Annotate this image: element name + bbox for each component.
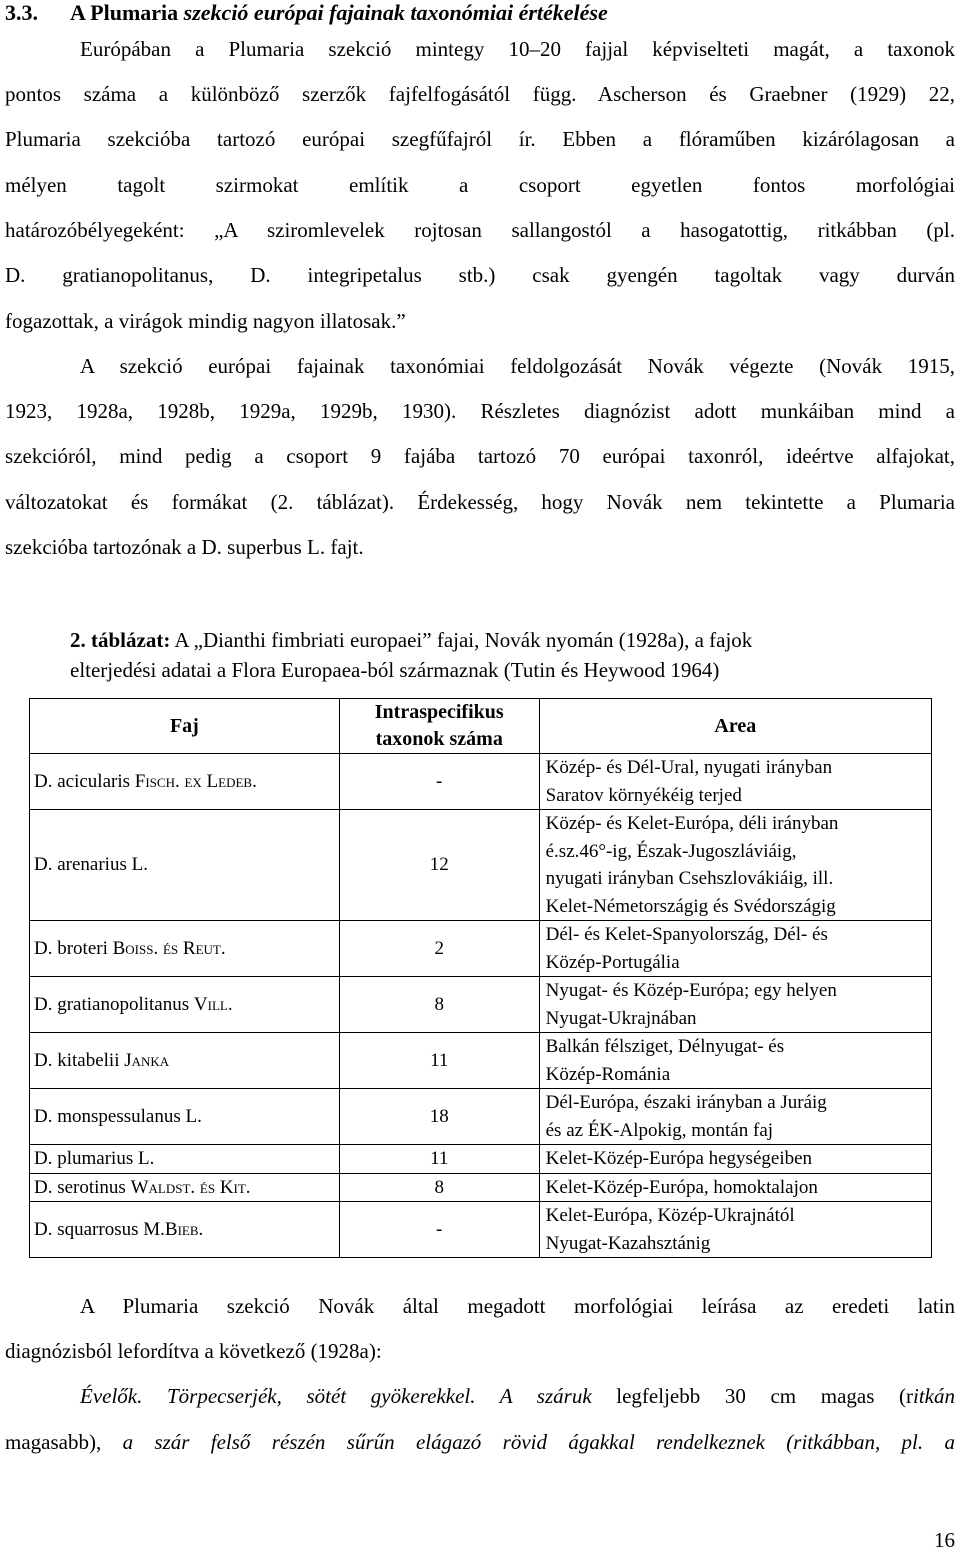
count-cell: 8 <box>339 977 539 1033</box>
section-number: 3.3. <box>5 0 38 25</box>
area-cell <box>539 1145 931 1174</box>
header-count <box>339 699 539 754</box>
table-caption-text-1: A „Dianthi fimbriati europaei” fajai, Novák nyomán (1928a), a fajok <box>170 628 753 652</box>
species-author: Janka <box>124 1049 170 1071</box>
species-name: D. serotinus <box>34 1176 131 1198</box>
header-count-line-1: Intraspecifikus <box>374 701 504 723</box>
table-row <box>30 1202 932 1258</box>
paragraph-1-line-6: D. gratianopolitanus, D. integripetalus stb.) csak gyengén tagoltak vagy durván <box>5 263 955 287</box>
area-line: Dél-Európa, északi irányban a Juráig <box>545 1092 827 1113</box>
area-line: Közép- és Dél-Ural, nyugati irányban <box>545 757 833 778</box>
paragraph-2-line-1: A szekció európai fajainak taxonómiai feldolgozását Novák végezte (Novák 1915, <box>80 354 955 378</box>
area-cell <box>539 1202 931 1258</box>
section-title-part-1: A Plumaria <box>70 0 184 25</box>
species-author: Vill. <box>193 993 233 1015</box>
description-plain-2: magasabb), <box>5 1430 123 1454</box>
count-cell: 2 <box>339 921 539 977</box>
count-cell: 18 <box>339 1089 539 1145</box>
area-line: Balkán félsziget, Délnyugat- és <box>545 1036 785 1057</box>
area-line: Kelet-Németországig és Svédországig <box>545 895 836 917</box>
species-name: D. acicularis <box>34 770 135 792</box>
area-line: Kelet-Közép-Európa hegységeiben <box>545 1148 813 1169</box>
area-line: é.sz.46°-ig, Észak-Jugoszláviáig, <box>545 840 797 862</box>
area-line: Nyugat-Kazahsztánig <box>545 1232 711 1254</box>
table-row <box>30 810 932 921</box>
area-line: Dél- és Kelet-Spanyolország, Dél- és <box>545 924 828 945</box>
description-plain-1: legfeljebb 30 cm magas (r <box>591 1384 913 1408</box>
area-line: Közép- és Kelet-Európa, déli irányban <box>545 813 839 834</box>
paragraph-2-line-3: szekcióról, mind pedig a csoport 9 fajába tartozó 70 európai taxonról, ideértve alfajokat, <box>5 444 955 468</box>
species-name: D. squarrosus <box>34 1218 144 1240</box>
species-cell <box>30 1145 340 1174</box>
area-cell <box>539 1033 931 1089</box>
species-cell <box>30 810 340 921</box>
count-cell: 8 <box>339 1173 539 1202</box>
header-count-line-2: taxonok száma <box>375 728 503 750</box>
table-row <box>30 1173 932 1202</box>
table-header-row <box>30 699 932 754</box>
species-table <box>29 698 932 1258</box>
paragraph-2-line-5: szekcióba tartozónak a D. superbus L. fajt. <box>5 535 364 559</box>
species-name: D. arenarius L. <box>34 854 148 876</box>
paragraph-1-line-3: Plumaria szekcióba tartozó európai szegfűfajról ír. Ebben a flóraműben kizárólagosan a <box>5 127 955 151</box>
paragraph-3-line-2: diagnózisból lefordítva a következő (1928a): <box>5 1339 382 1363</box>
header-area: Area <box>539 699 931 754</box>
count-cell: 11 <box>339 1145 539 1174</box>
table-row <box>30 1089 932 1145</box>
section-heading <box>5 0 608 26</box>
area-cell <box>539 810 931 921</box>
area-line: Kelet-Közép-Európa, homoktalajon <box>545 1176 818 1198</box>
header-species: Faj <box>30 699 340 754</box>
species-cell <box>30 754 340 810</box>
description-italic-1: Évelők. Törpecserjék, sötét gyökerekkel. A száruk <box>80 1384 592 1408</box>
area-cell <box>539 754 931 810</box>
species-cell <box>30 1173 340 1202</box>
description-italic-2: itkán <box>913 1384 955 1408</box>
paragraph-2-line-2: 1923, 1928a, 1928b, 1929a, 1929b, 1930). Részletes diagnózist adott munkáiban mind a <box>5 399 955 423</box>
paragraph-4-line-2 <box>5 1429 955 1455</box>
area-line: nyugati irányban Csehszlovákiáig, ill. <box>545 868 834 889</box>
species-name: D. monspessulanus L. <box>34 1105 202 1127</box>
species-author: M.Bieb. <box>143 1218 204 1240</box>
area-cell <box>539 921 931 977</box>
species-cell <box>30 1089 340 1145</box>
area-line: Saratov környékéig terjed <box>545 784 742 806</box>
table-row <box>30 977 932 1033</box>
section-title-part-2: szekció európai fajainak taxonómiai értékelése <box>183 0 608 25</box>
species-cell <box>30 921 340 977</box>
paragraph-1-line-1: Európában a Plumaria szekció mintegy 10–20 fajjal képviselteti magát, a taxonok <box>80 37 955 61</box>
page-number: 16 <box>934 1528 955 1552</box>
area-cell <box>539 1173 931 1202</box>
species-cell <box>30 1033 340 1089</box>
species-author: Fisch. ex Ledeb. <box>134 770 257 792</box>
table-caption-line-1 <box>70 625 890 655</box>
area-line: és az ÉK-Alpokig, montán faj <box>545 1119 774 1141</box>
table-row <box>30 1145 932 1174</box>
species-cell <box>30 1202 340 1258</box>
area-line: Nyugat-Ukrajnában <box>545 1007 697 1029</box>
paragraph-1-line-7: fogazottak, a virágok mindig nagyon illatosak.” <box>5 309 406 333</box>
table-caption-line-2: elterjedési adatai a Flora Europaea-ból származnak (Tutin és Heywood 1964) <box>70 658 720 682</box>
area-cell <box>539 1089 931 1145</box>
species-cell <box>30 977 340 1033</box>
paragraph-1-line-2: pontos száma a különböző szerzők fajfelfogásától függ. Ascherson és Graebner (1929) 22, <box>5 82 955 106</box>
area-cell <box>539 977 931 1033</box>
species-author: Waldst. és Kit. <box>130 1176 251 1198</box>
count-cell: 11 <box>339 1033 539 1089</box>
table-caption <box>70 625 890 685</box>
species-name: D. gratianopolitanus <box>34 993 194 1015</box>
species-author: Boiss. és Reut. <box>112 937 226 959</box>
description-italic-3: a szár felső részén sűrűn elágazó rövid ágakkal rendelkeznek (ritkábban, pl. a <box>122 1430 955 1454</box>
paragraph-3-line-1: A Plumaria szekció Novák által megadott morfológiai leírása az eredeti latin <box>80 1294 955 1318</box>
table-row <box>30 921 932 977</box>
paragraph-1-line-5: határozóbélyegeként: „A sziromlevelek rojtosan sallangostól a hasogatottig, ritkábban (pl. <box>5 218 955 242</box>
species-name: D. broteri <box>34 937 113 959</box>
paragraph-2-line-4: változatokat és formákat (2. táblázat). Érdekesség, hogy Novák nem tekintette a Plumaria <box>5 490 955 514</box>
paragraph-4-line-1 <box>80 1383 955 1409</box>
count-cell: 12 <box>339 810 539 921</box>
area-line: Kelet-Európa, Közép-Ukrajnától <box>545 1205 795 1226</box>
count-cell: - <box>339 754 539 810</box>
table-caption-label: 2. táblázat: <box>70 628 171 652</box>
table-row <box>30 1033 932 1089</box>
area-line: Nyugat- és Közép-Európa; egy helyen <box>545 980 837 1001</box>
area-line: Közép-Portugália <box>545 951 680 973</box>
table-row <box>30 754 932 810</box>
species-name: D. plumarius L. <box>34 1148 155 1169</box>
area-line: Közép-Románia <box>545 1063 671 1085</box>
paragraph-1-line-4: mélyen tagolt szirmokat említik a csoport egyetlen fontos morfológiai <box>5 173 955 197</box>
species-name: D. kitabelii <box>34 1049 125 1071</box>
count-cell: - <box>339 1202 539 1258</box>
